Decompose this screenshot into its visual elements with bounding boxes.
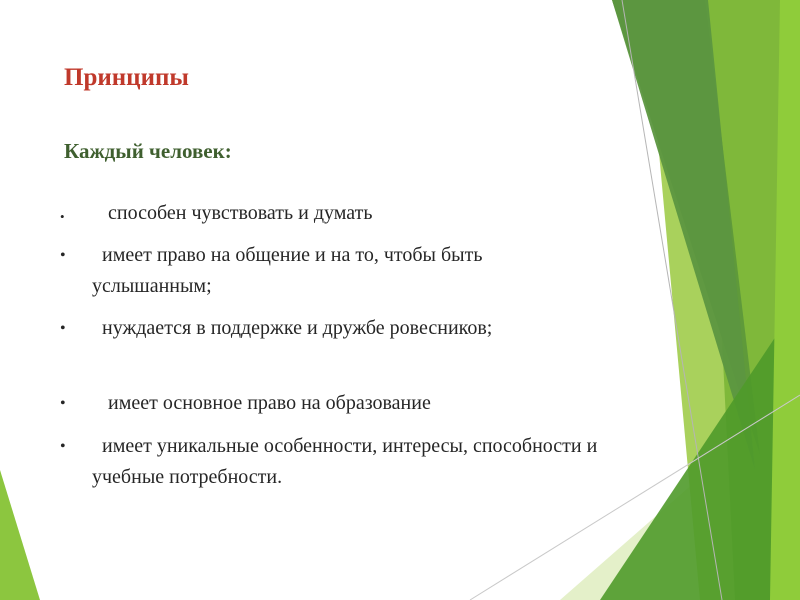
bullet-text: нуждается в поддержке и дружбе ровесников; bbox=[92, 317, 493, 339]
bullet-text: способен чувствовать и думать bbox=[108, 202, 373, 224]
bullet-text: имеет право на общение и на то, чтобы быть услышанным; bbox=[92, 244, 488, 297]
slide-subtitle: Каждый человек: bbox=[64, 139, 232, 163]
bullet-marker: • bbox=[60, 438, 66, 455]
bullet-text: имеет основное право на образование bbox=[108, 392, 431, 414]
bullet-text: имеет уникальные особенности, интересы, способности и учебные потребности. bbox=[92, 435, 603, 488]
slide-title: Принципы bbox=[64, 64, 189, 91]
bullet-marker: • bbox=[60, 209, 65, 224]
bullet-marker: • bbox=[60, 395, 66, 412]
bullet-marker: • bbox=[60, 320, 66, 337]
bullet-marker: • bbox=[60, 247, 66, 264]
